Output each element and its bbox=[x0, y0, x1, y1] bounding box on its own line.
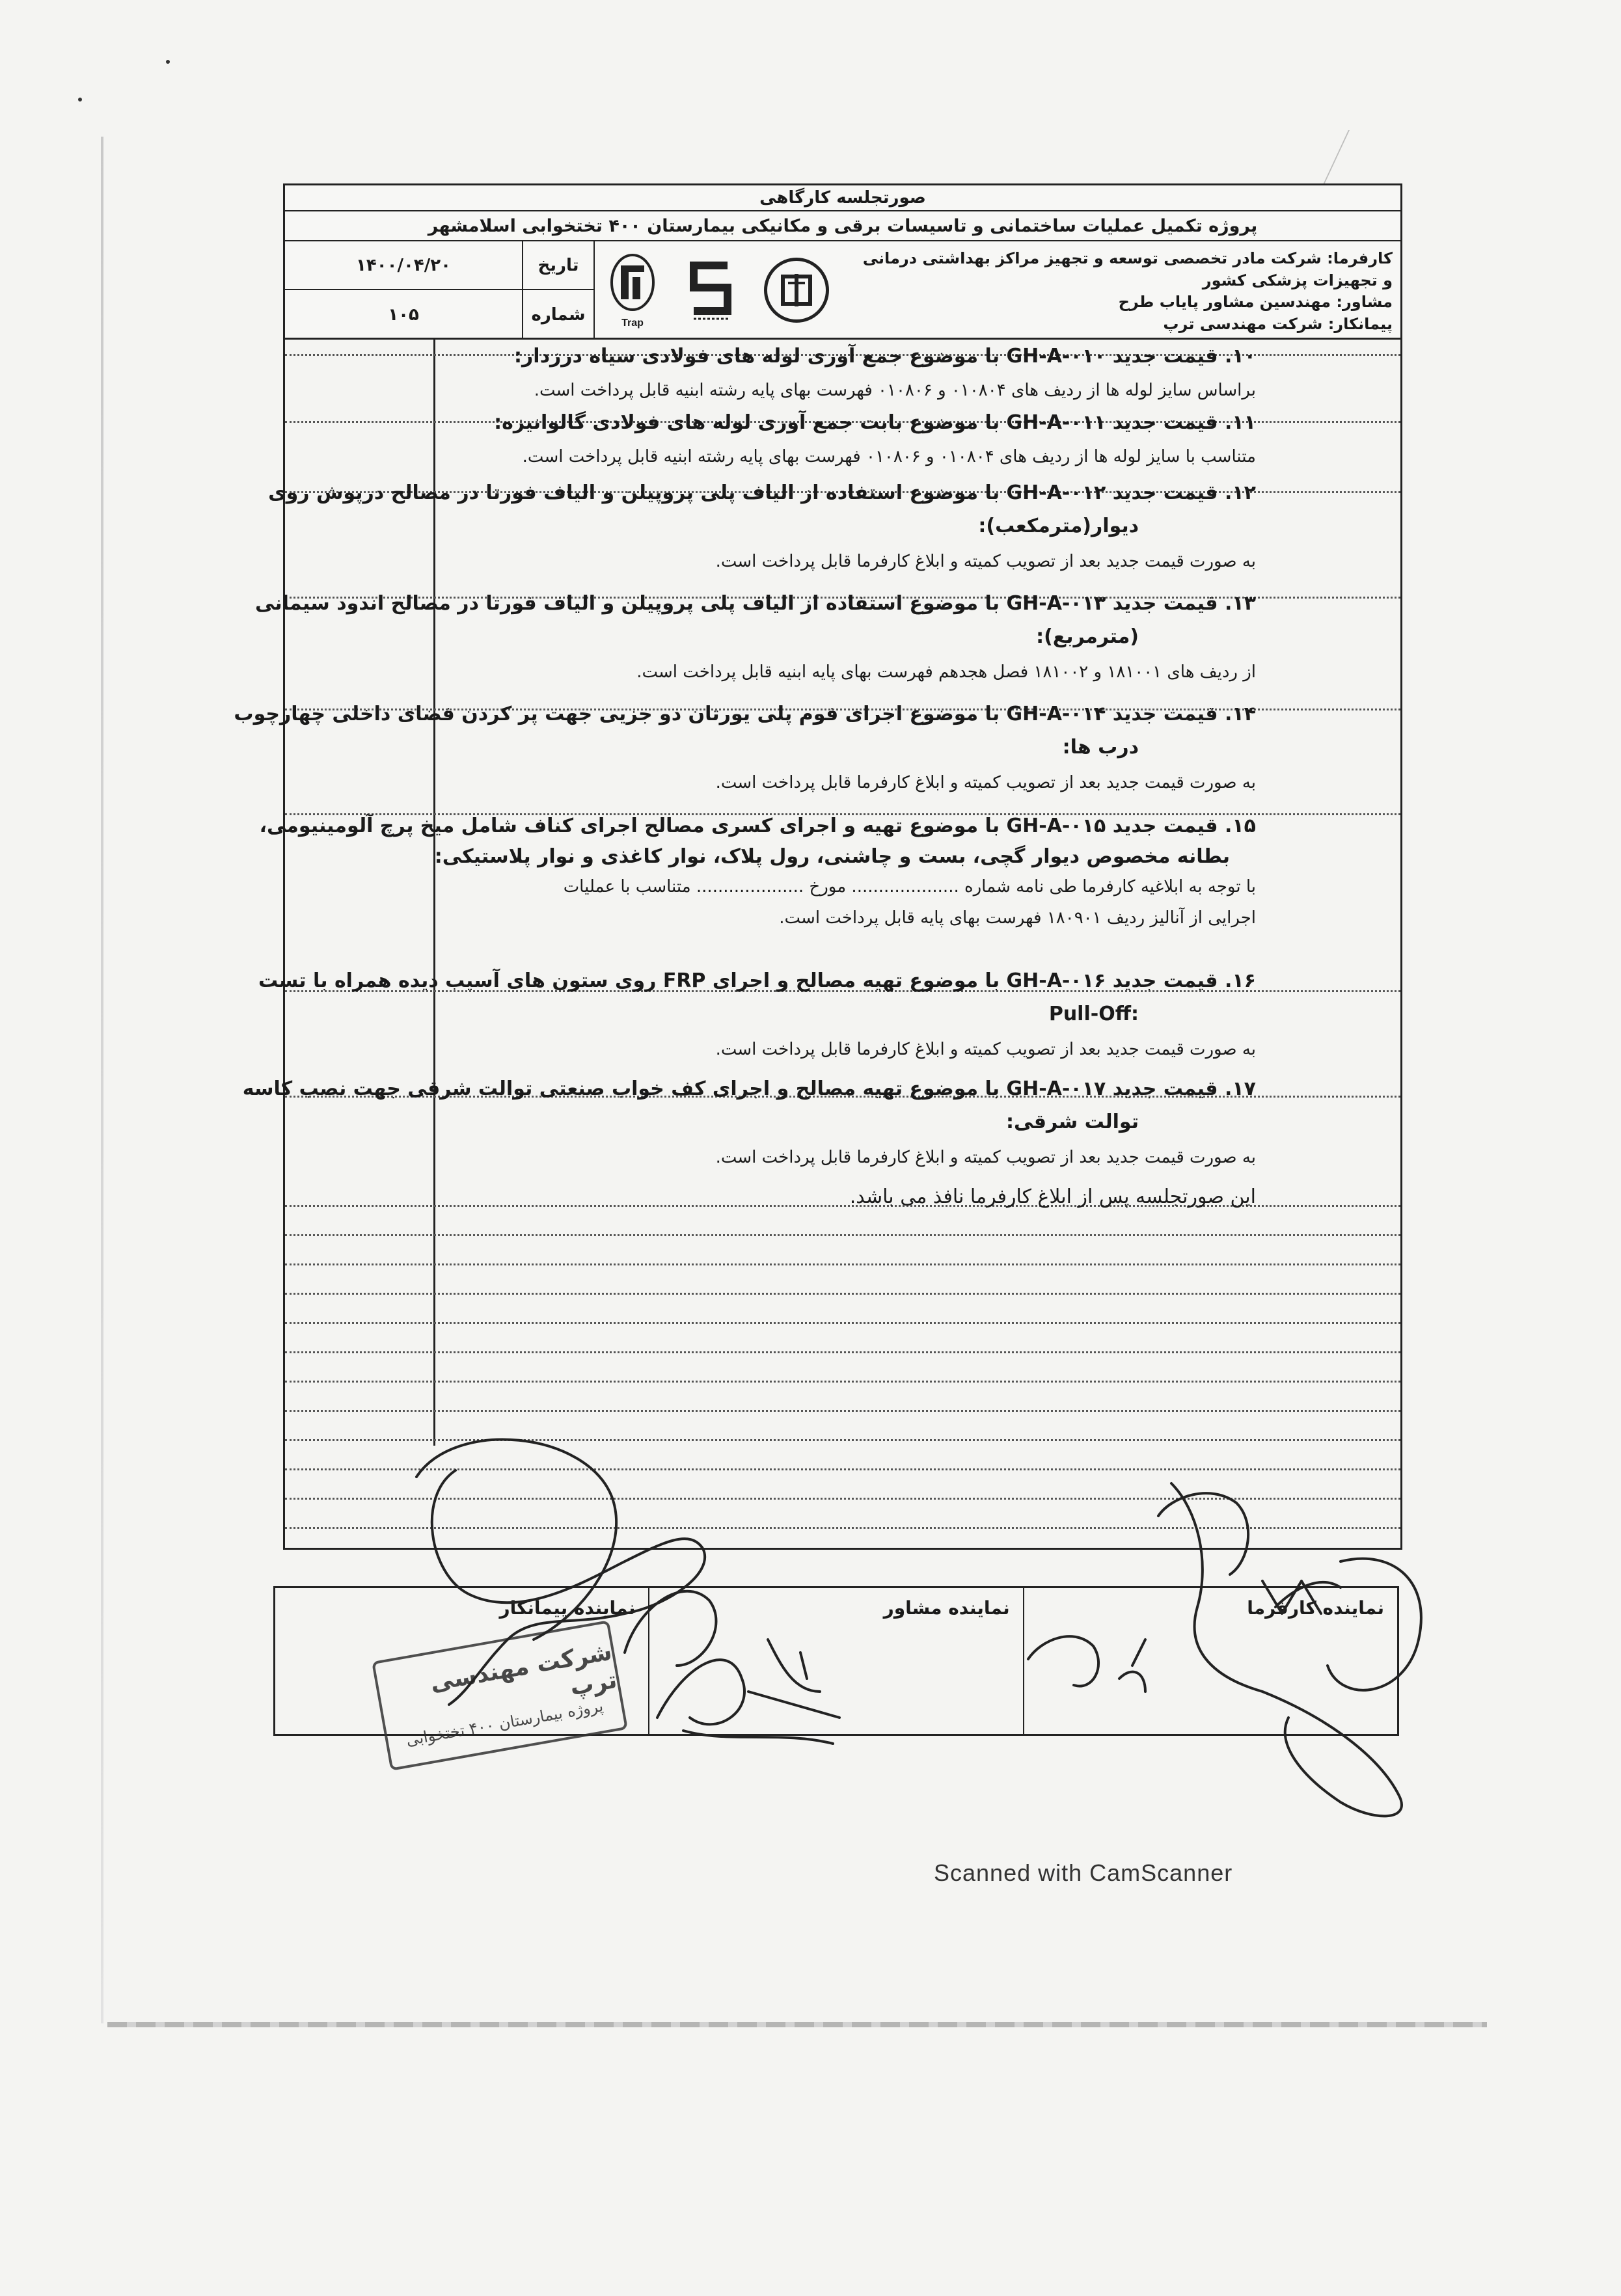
employer-signature-cell bbox=[1023, 1588, 1397, 1734]
stamp-line-2: پروژه بیمارستان ۴۰۰ تختخوابی bbox=[404, 1696, 605, 1749]
trap-logo-text: Trap bbox=[621, 317, 644, 329]
item-heading: ۱۱. قیمت جدید GH-A-۰۱۱ با موضوع بابت جمع آوری لوله های فولادی گالوانیزه: bbox=[494, 411, 1256, 434]
list-item bbox=[286, 411, 1256, 466]
list-item bbox=[234, 703, 1256, 792]
contractor-stamp bbox=[372, 1620, 628, 1771]
employer-rep-label: نماینده کارفرما bbox=[1247, 1597, 1384, 1619]
item-note: اجرایی از آنالیز ردیف ۱۸۰۹۰۱ فهرست بهای پایه قابل پرداخت است. bbox=[779, 908, 1256, 928]
item-heading: ۱۲. قیمت جدید GH-A-۰۱۲ با موضوع استفاده از الیاف پلی پروپیلن و الیاف فورتا در مصالح درپوش روی bbox=[268, 481, 1256, 504]
item-heading-cont: Pull-Off: bbox=[1048, 1003, 1139, 1025]
list-item bbox=[258, 969, 1256, 1059]
consultant-signature-cell bbox=[648, 1588, 1022, 1734]
item-note: براساس سایز لوله ها از ردیف های ۰۱۰۸۰۴ و ۰۱۰۸۰۶ فهرست بهای پایه رشته ابنیه قابل پرداخت است. bbox=[534, 381, 1256, 400]
employer-line: کارفرما: شرکت مادر تخصصی توسعه و تجهیز مراکز بهداشتی درمانی و تجهیزات پزشکی کشور bbox=[862, 249, 1393, 290]
item-note: به صورت قیمت جدید بعد از تصویب کمیته و ابلاغ کارفرما قابل پرداخت است. bbox=[715, 552, 1256, 571]
closing-statement: این صورتجلسه پس از ابلاغ کارفرما نافذ می باشد. bbox=[849, 1185, 1256, 1208]
trap-logo bbox=[606, 251, 659, 329]
contractor-signature-cell bbox=[275, 1588, 648, 1749]
scan-bottom-edge bbox=[107, 2022, 1487, 2027]
list-item bbox=[242, 1077, 1256, 1167]
number-value: ۱۰۵ bbox=[388, 304, 419, 325]
minutes-header bbox=[283, 183, 1402, 340]
contractor-line: پیمانکار: شرکت مهندسی ترپ bbox=[1163, 314, 1393, 333]
item-note: با توجه به ابلاغیه کارفرما طی نامه شماره .................... مورخ .................... متناسب با عملیات bbox=[563, 877, 1256, 897]
item-note: از ردیف های ۱۸۱۰۰۱ و ۱۸۱۰۰۲ فصل هجدهم فهرست بهای پایه ابنیه قابل پرداخت است. bbox=[636, 662, 1256, 682]
logos-block bbox=[593, 241, 841, 339]
item-note: به صورت قیمت جدید بعد از تصویب کمیته و ابلاغ کارفرما قابل پرداخت است. bbox=[715, 1148, 1256, 1167]
consultant-line: مشاور: مهندسین مشاور پایاب طرح bbox=[1118, 293, 1393, 312]
list-item bbox=[286, 345, 1256, 400]
stamp-line-1: شرکت مهندسی ترپ bbox=[428, 1638, 620, 1701]
item-heading: ۱۴. قیمت جدید GH-A-۰۱۴ با موضوع اجرای فوم پلی یورتان دو جزیی جهت پر کردن فضای داخلی چهارچوب bbox=[234, 703, 1256, 725]
item-heading: ۱۷. قیمت جدید GH-A-۰۱۷ با موضوع تهیه مصالح و اجرای کف خواب صنعتی توالت شرقی جهت نصب کاسه bbox=[242, 1077, 1256, 1100]
parties-block bbox=[841, 241, 1400, 339]
item-heading: ۱۳. قیمت جدید GH-A-۰۱۳ با موضوع استفاده از الیاف پلی پروپیلن و الیاف فورتا در مصالح اندود سیمانی bbox=[255, 592, 1256, 615]
item-heading: ۱۰. قیمت جدید GH-A-۰۱۰ با موضوع جمع آوری لوله های فولادی سیاه درزدار: bbox=[514, 345, 1256, 368]
document-title: صورتجلسه کارگاهی bbox=[285, 185, 1400, 211]
date-value: ۱۴۰۰/۰۴/۲۰ bbox=[285, 241, 522, 290]
meta-block bbox=[285, 241, 593, 339]
item-heading-cont: درب ها: bbox=[1062, 736, 1139, 759]
list-item bbox=[259, 815, 1256, 928]
scan-speck bbox=[78, 98, 82, 101]
item-heading-cont: (مترمربع): bbox=[1036, 625, 1139, 648]
contractor-rep-label: نماینده پیمانکار bbox=[499, 1597, 636, 1619]
consultant-logo bbox=[682, 258, 741, 323]
item-heading-cont: بطانه مخصوص دیوار گچی، بست و چاشنی، رول پلاک، نوار کاغذی و نوار پلاستیکی: bbox=[434, 845, 1230, 868]
employer-logo bbox=[764, 258, 829, 323]
scan-speck bbox=[166, 60, 170, 64]
scanner-watermark: Scanned with CamScanner bbox=[934, 1859, 1233, 1886]
item-note: به صورت قیمت جدید بعد از تصویب کمیته و ابلاغ کارفرما قابل پرداخت است. bbox=[715, 773, 1256, 792]
consultant-rep-label: نماینده مشاور bbox=[883, 1597, 1010, 1619]
number-label: شماره bbox=[522, 290, 593, 339]
project-title: پروژه تکمیل عملیات ساختمانی و تاسیسات برقی و مکانیکی بیمارستان ۴۰۰ تختخوابی اسلامشهر bbox=[285, 211, 1400, 241]
list-item bbox=[268, 481, 1256, 571]
item-heading: ۱۶. قیمت جدید GH-A-۰۱۶ با موضوع تهیه مصالح و اجرای FRP روی ستون های آسیب دیده همراه با تست bbox=[258, 969, 1256, 992]
signature-table bbox=[273, 1586, 1399, 1749]
list-item bbox=[255, 592, 1256, 682]
item-heading-cont: توالت شرقی: bbox=[1006, 1111, 1139, 1133]
item-heading: ۱۵. قیمت جدید GH-A-۰۱۵ با موضوع تهیه و اجرای کسری مصالح اجرای کناف شامل میخ پرچ آلومینیومی، bbox=[259, 815, 1256, 837]
date-label: تاریخ bbox=[522, 241, 593, 290]
item-note: به صورت قیمت جدید بعد از تصویب کمیته و ابلاغ کارفرما قابل پرداخت است. bbox=[715, 1040, 1256, 1059]
item-heading-cont: دیوار(مترمکعب): bbox=[978, 515, 1139, 537]
scan-edge-shadow bbox=[101, 137, 103, 2023]
item-note: متناسب با سایز لوله ها از ردیف های ۰۱۰۸۰۴ و ۰۱۰۸۰۶ فهرست بهای پایه رشته ابنیه قابل پرداخت است. bbox=[522, 447, 1256, 466]
